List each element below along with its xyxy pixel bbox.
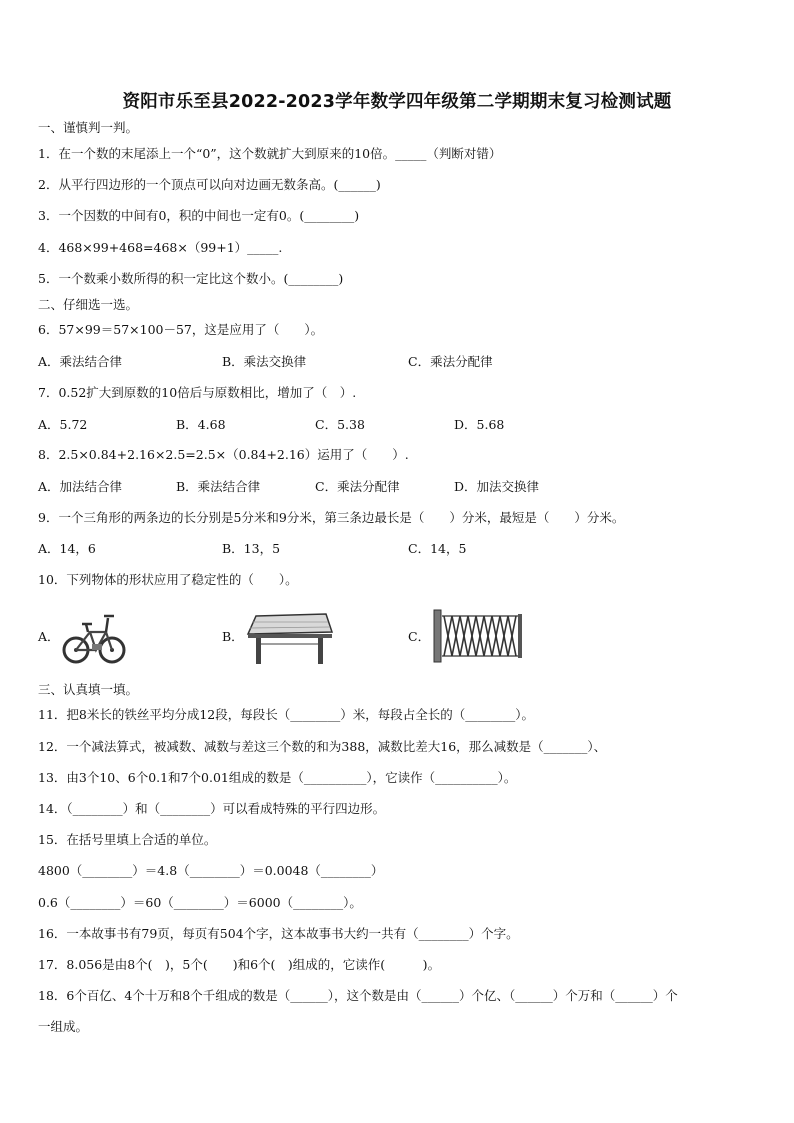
question-8-option-a: A．加法结合律 (38, 479, 123, 494)
question-10-option-b: B． (222, 629, 244, 644)
question-9-option-c: C．14，5 (408, 541, 467, 556)
question-12: 12．一个减法算式，被减数、减数与差这三个数的和为388，减数比差大16，那么减数是（_______）、 (38, 739, 607, 754)
question-8-stem: 8．2.5×0.84+2.16×2.5=2.5×（0.84+2.16）运用了（ ）. (38, 447, 409, 462)
question-16: 16．一本故事书有79页，每页有504个字，这本故事书大约一共有（________）个字。 (38, 926, 519, 941)
question-7-option-c: C．5.38 (315, 417, 365, 432)
question-6-option-a: A．乘法结合律 (38, 354, 123, 369)
question-7-option-b: B．4.68 (176, 417, 226, 432)
question-8-option-b: B．乘法结合律 (176, 479, 261, 494)
question-9-stem: 9．一个三角形的两条边的长分别是5分米和9分米，第三条边最长是（ ）分米，最短是（ ）分米。 (38, 510, 625, 525)
question-8-option-d: D．加法交换律 (454, 479, 540, 494)
question-1: 1．在一个数的末尾添上一个“0”，这个数就扩大到原来的10倍。_____（判断对错） (38, 146, 502, 161)
question-10-option-a: A． (38, 629, 60, 644)
question-17: 17．8.056是由8个( )，5个( )和6个( )组成的，它读作( )。 (38, 957, 441, 972)
question-4: 4．468×99+468=468×（99+1）_____. (38, 240, 283, 255)
question-9-option-b: B．13，5 (222, 541, 281, 556)
question-15-row-1: 4800（________）＝4.8（________）＝0.0048（________） (38, 863, 384, 878)
question-6-option-c: C．乘法分配律 (408, 354, 493, 369)
question-14: 14．（________）和（________）可以看成特殊的平行四边形。 (38, 801, 386, 816)
question-8-option-c: C．乘法分配律 (315, 479, 400, 494)
question-6-stem: 6．57×99＝57×100－57，这是应用了（ ）。 (38, 322, 324, 337)
question-10-option-c: C． (408, 629, 431, 644)
question-2: 2．从平行四边形的一个顶点可以向对边画无数条高。(______) (38, 177, 381, 192)
section-heading-2: 二、仔细选一选。 (38, 297, 139, 312)
question-9-option-a: A．14，6 (38, 541, 96, 556)
expandable-gate-icon (432, 608, 524, 664)
section-heading-1: 一、谨慎判一判。 (38, 120, 139, 135)
bicycle-icon (62, 604, 126, 668)
question-15-row-2: 0.6（________）＝60（________）＝6000（________）。 (38, 895, 362, 910)
question-18-line-1: 18．6个百亿、4个十万和8个千组成的数是（______），这个数是由（______）个亿、（______）个万和（______）个 (38, 988, 678, 1003)
question-13: 13．由3个10、6个0.1和7个0.01组成的数是（__________），它读作（__________）。 (38, 770, 517, 785)
question-6-option-b: B．乘法交换律 (222, 354, 307, 369)
question-7-option-a: A．5.72 (38, 417, 88, 432)
question-15-stem: 15．在括号里填上合适的单位。 (38, 832, 217, 847)
question-3: 3．一个因数的中间有0，积的中间也一定有0。(________) (38, 208, 360, 223)
page-title: 资阳市乐至县2022-2023学年数学四年级第二学期期末复习检测试题 (122, 92, 672, 112)
question-7-stem: 7．0.52扩大到原数的10倍后与原数相比，增加了（ ）. (38, 385, 357, 400)
table-icon (246, 610, 334, 668)
question-7-option-d: D．5.68 (454, 417, 505, 432)
question-18-line-2: 一组成。 (38, 1019, 89, 1034)
section-heading-3: 三、认真填一填。 (38, 682, 139, 697)
question-10-stem: 10．下列物体的形状应用了稳定性的（ ）。 (38, 572, 298, 587)
question-5: 5．一个数乘小数所得的积一定比这个数小。(________) (38, 271, 344, 286)
question-11: 11．把8米长的铁丝平均分成12段，每段长（________）米，每段占全长的（________）。 (38, 707, 535, 722)
